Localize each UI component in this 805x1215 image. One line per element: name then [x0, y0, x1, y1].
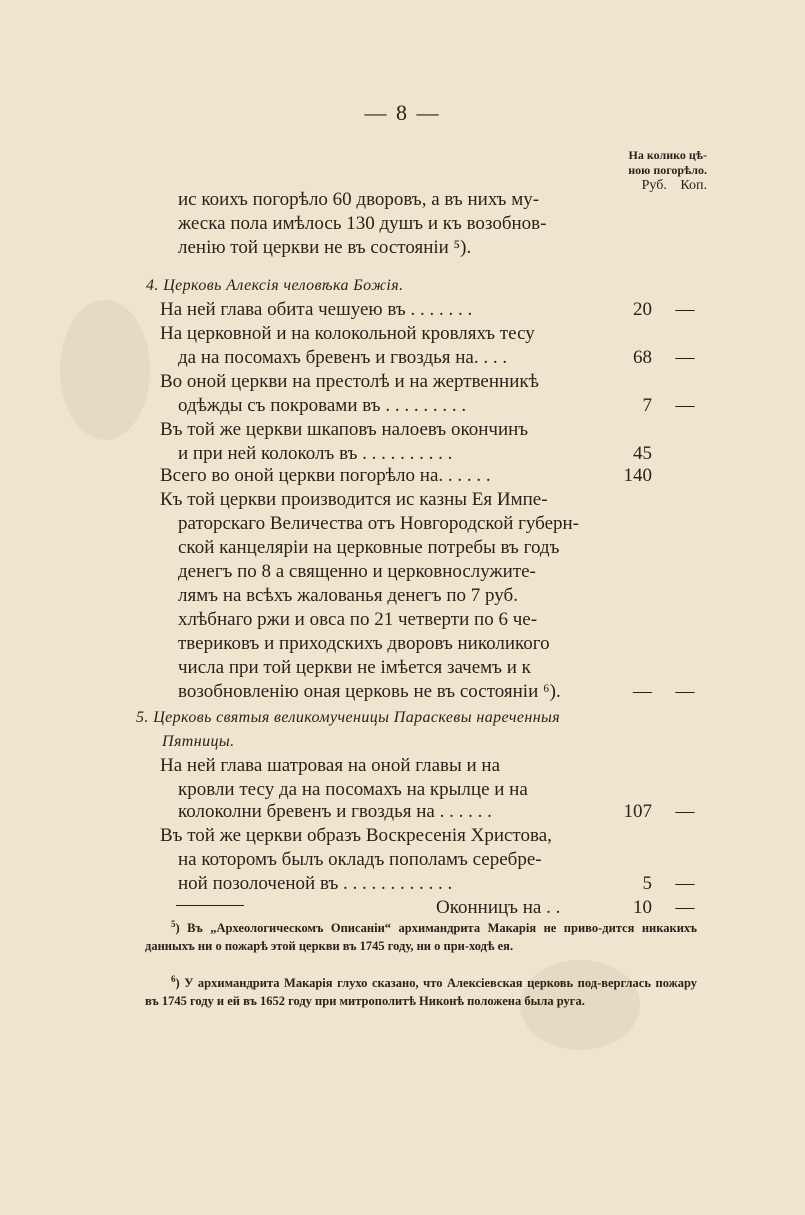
text-line	[0, 442, 805, 466]
text-line	[0, 800, 805, 824]
page-number: — 8 —	[364, 100, 441, 125]
text-line	[0, 848, 805, 872]
text-line	[0, 656, 805, 680]
text-line	[0, 512, 805, 536]
kopecks-value: —	[675, 347, 695, 368]
section-heading: 4. Церковь Алексія человѣка Божія.	[146, 277, 404, 294]
rubles-value: 5	[642, 873, 652, 894]
text-line	[0, 488, 805, 512]
text-line	[0, 872, 805, 896]
line-text: Оконницъ на . .	[436, 897, 561, 918]
line-text: ленію той церкви не въ состояніи ⁵).	[178, 237, 472, 258]
text-line	[0, 632, 805, 656]
rubles-value: 10	[633, 897, 652, 918]
line-text: да на посомахъ бревенъ и гвоздья на. . . .	[178, 347, 508, 368]
line-text: Въ той же церкви шкаповъ налоевъ окончинъ	[160, 419, 529, 440]
text-line	[0, 824, 805, 848]
rubles-value: 7	[642, 395, 652, 416]
line-text: возобновленію оная церковь не въ состояніи ⁶).	[178, 681, 561, 702]
text-line	[0, 346, 805, 370]
text-line	[0, 536, 805, 560]
text-line	[0, 394, 805, 418]
line-text: Во оной церкви на престолѣ и на жертвенникѣ	[160, 371, 539, 392]
text-line	[0, 754, 805, 778]
column-header-line1: На колико цѣ-	[628, 148, 707, 162]
line-text: Къ той церкви производится ис казны Ея Импе-	[160, 489, 548, 510]
line-text: лямъ на всѣхъ жалованья денегъ по 7 руб.	[178, 585, 518, 606]
text-line	[0, 730, 805, 754]
text-line	[0, 464, 805, 488]
text-line	[0, 608, 805, 632]
rubles-value: —	[633, 681, 652, 702]
text-line	[0, 418, 805, 442]
column-header	[577, 148, 707, 193]
line-text: колоколни бревенъ и гвоздья на . . . . . .	[178, 801, 492, 822]
text-line	[0, 778, 805, 802]
text-line	[0, 188, 805, 212]
kopecks-value: —	[675, 897, 695, 918]
line-text: твериковъ и приходскихъ дворовъ николикого	[178, 633, 550, 654]
footnote-text: ) У архимандрита Макарія глухо сказано, что Алексіевская церковь под-верглась пожару въ 1745 году и ей въ 1652 году при митрополитѣ Никонѣ положена была руга.	[145, 976, 697, 1009]
text-line	[0, 680, 805, 704]
text-line	[0, 370, 805, 394]
text-line	[0, 706, 805, 730]
text-line	[0, 322, 805, 346]
line-text: денегъ по 8 а священно и церковнослужите-	[178, 561, 536, 582]
rubles-value: 140	[623, 465, 652, 486]
footnote-mark: 5	[171, 919, 176, 929]
line-text: кровли тесу да на посомахъ на крылце и на	[178, 779, 528, 800]
line-text: одѣжды съ покровами въ . . . . . . . . .	[178, 395, 467, 416]
line-text: ис коихъ погорѣло 60 дворовъ, а въ нихъ му-	[178, 189, 540, 210]
line-text: ской канцеляріи на церковные потребы въ годъ	[178, 537, 560, 558]
text-line	[0, 236, 805, 260]
rubles-value: 68	[633, 347, 652, 368]
line-text: На церковной и на колокольной кровляхъ тесу	[160, 323, 535, 344]
column-header-units: Руб. Коп.	[641, 178, 707, 193]
footnote-text: ) Въ „Археологическомъ Описаніи“ архимандрита Макарія не приво-дится никакихъ данныхъ ни о пожарѣ этой церкви въ 1745 году, ни о при-ходѣ ея.	[145, 921, 697, 954]
line-text: жеска пола имѣлось 130 душъ и къ возобнов-	[178, 213, 547, 234]
kopecks-value: —	[675, 873, 695, 894]
kopecks-value: —	[675, 801, 695, 822]
text-line	[0, 212, 805, 236]
rubles-value: 107	[623, 801, 652, 822]
line-text: хлѣбнаго ржи и овса по 21 четверти по 6 че-	[178, 609, 538, 630]
kopecks-value: —	[675, 681, 695, 702]
footnote-mark: 6	[171, 974, 176, 984]
footnote-rule	[176, 905, 244, 906]
line-text: на которомъ былъ окладъ пополамъ серебре-	[178, 849, 542, 870]
line-text: ной позолоченой въ . . . . . . . . . . . .	[178, 873, 453, 894]
kopecks-value: —	[675, 395, 695, 416]
line-text: раторскаго Величества отъ Новгородской губерн-	[178, 513, 579, 534]
rubles-value: 20	[633, 299, 652, 320]
line-text: На ней глава шатровая на оной главы и на	[160, 755, 501, 776]
text-line	[0, 274, 805, 298]
section-heading: 5. Церковь святыя великомученицы Параскевы нареченныя	[136, 709, 561, 726]
footnote-5	[145, 915, 697, 955]
text-line	[0, 584, 805, 608]
section-heading: Пятницы.	[162, 733, 235, 750]
line-text: и при ней колоколъ въ . . . . . . . . . .	[178, 443, 453, 464]
kopecks-value: —	[675, 299, 695, 320]
rubles-value: 45	[633, 443, 652, 464]
line-text: На ней глава обита чешуею въ . . . . . . .	[160, 299, 473, 320]
column-header-line2: ною погорѣло.	[628, 163, 707, 177]
footnote-6	[145, 970, 697, 1010]
text-line	[0, 298, 805, 322]
text-line	[0, 560, 805, 584]
line-text: Въ той же церкви образъ Воскресенія Христова,	[160, 825, 552, 846]
line-text: числа при той церкви не імѣется зачемъ и к	[178, 657, 531, 678]
line-text: Всего во оной церкви погорѣло на. . . . . .	[160, 465, 491, 486]
